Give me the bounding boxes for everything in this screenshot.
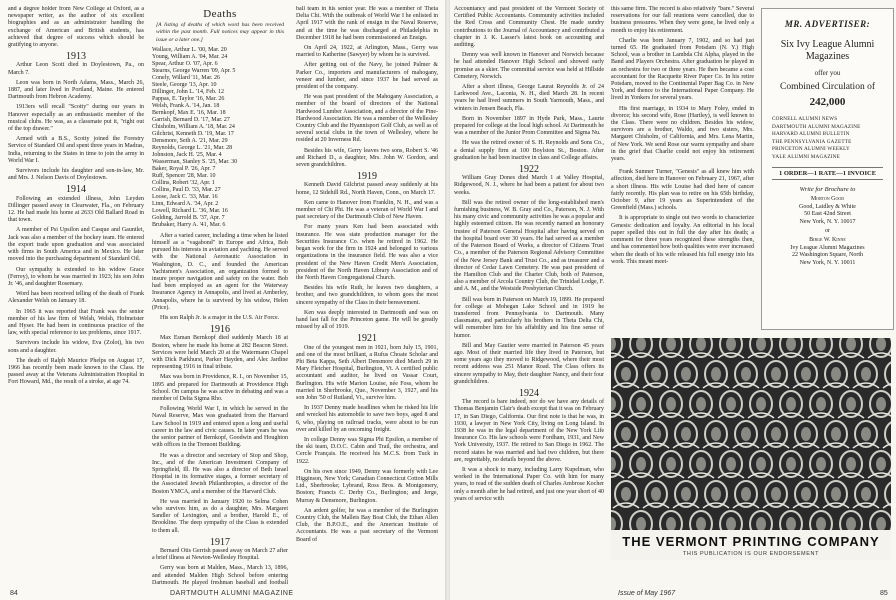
pattern-motif <box>853 481 879 508</box>
text-paragraph: Gerry was born at Malden, Mass., March 13, 1896, and attended Malden High School before entering Dartmouth. He played freshman baseball and football <box>152 565 288 586</box>
text-paragraph: Word has been received telling of the death of Frank Alexander Welsh on January 18. <box>8 291 144 305</box>
deaths-list-item: Stearns, George Warren '09, Apr. 5 <box>152 67 236 74</box>
printing-company-pattern-image <box>611 338 891 530</box>
deaths-list-item: Gilchrist, Kenneth D. '19, Mar. 17 <box>152 130 234 137</box>
pattern-motif <box>868 338 891 358</box>
pattern-motif <box>688 451 714 478</box>
text-paragraph: Kenneth David Gilchrist passed away suddenly at his home, 12 Sidehill Rd., North Haven, Conn., on March 17. <box>296 182 438 196</box>
text-paragraph: Charlie was born January 7, 1902, and so had just turned 65. He graduated from Potsdam (N. Y.) High School, was a brother in Lambda Chi Alpha, played in the Band and Players Orchestra. After graduation he played in an orchestra for two or three years. He then became a cost accountant for the Racquette River Paper Co. In his retire Potsdam, moved to the Continental Paper Bag Co. in New York, and thence to the International Paper Company. He lived in Yonkers for several years. <box>611 37 754 102</box>
pattern-motif <box>883 421 891 448</box>
ad-address-1 <box>762 196 893 226</box>
text-paragraph: Our sympathy is extended to his widow Grace (Ferrey), to whom he was married in 1923; his son John Jr. '46, and daughter Rosemary. <box>8 266 144 287</box>
text-paragraph: Besides his wife, Gerry leaves two sons, Robert S. '46 and Richard D., a daughter, Mrs. John W. Gordon, and seven grandchildren. <box>296 147 438 169</box>
deaths-list-item: Conely, Willard '11, Mar. 26 <box>152 74 220 81</box>
deaths-intro: [A listing of deaths of which word has been received within the past month. Full notices may appear in this issue or a later one.] <box>156 22 284 43</box>
pattern-motif <box>703 481 729 508</box>
pattern-motif <box>883 481 891 508</box>
text-paragraph: Accountancy and past president of the Vermont Society of Certified Public Accountants. Community activities included the Red Cross and Community Chest. He made sundry contributions to the Journal of Accountancy and contributed a chapter in J. K. Lasser's latest book on accounting and auditing. <box>454 6 604 49</box>
text-paragraph: Max was born in Providence, R. I., on November 15, 1895 and prepared for Dartmouth at Providence High School. On campus he was active in debating and was a member of Delta Sigma Rho. <box>152 374 288 403</box>
pattern-motif <box>733 361 759 388</box>
pattern-motif <box>778 391 804 418</box>
text-paragraph: An ardent golfer, he was a member of the Burlington Country Club, the Mallets Bay Boat Club, the Ethan Allen Club, the B.P.O.E., and the American Institute of Accountants. He was a past secretary of the Vermont Board of <box>296 507 438 543</box>
ad-publication-item: CORNELL ALUMNI NEWS <box>772 116 838 122</box>
text-paragraph: His son Ralph Jr. is a major in the U.S. Air Force. <box>160 315 280 322</box>
issue-date: Issue of May 1967 <box>618 590 676 597</box>
ad-contact-street: 22 Washington Square, North <box>791 252 864 258</box>
left-column-1 <box>8 6 144 586</box>
text-paragraph: His first marriage, in 1934 to Mary Foley, ended in divorce; his second wife, Rose (Hartley), is well known to the Class. There were no children. Besides his widow, survivors are a brother, Waldo, and two sisters, Mrs. Margaret Chisholm, of California, and Mrs. Lena Martin, of New York. We send Rose our warm sympathy and share in the grief that Charlie could not enjoy his retirement years. <box>611 105 754 163</box>
deaths-list-item: Baker, Royal P. '26, Apr. 7 <box>152 165 216 172</box>
pattern-motif <box>688 391 714 418</box>
running-footer-left: DARTMOUTH ALUMNI MAGAZINE <box>170 590 294 597</box>
deaths-list-item: Loose, Jack C. '33, Mar. 16 <box>152 193 218 200</box>
pattern-motif <box>763 421 789 448</box>
class-year-heading: 1922 <box>519 164 539 176</box>
pattern-motif <box>673 481 699 508</box>
pattern-motif <box>748 451 774 478</box>
deaths-list-item: Chisholm, William A. '18, Mar. 24 <box>152 123 235 130</box>
pattern-motif <box>823 481 849 508</box>
text-paragraph: He was past president of the Mahogany Association, a member of the board of directors of the National Hardwood Lumber Association, and a director of the Pine-Hardwood Association. He was a member of the Wellesley Country Club and the Hyannisport Golf Club, as well as of several social clubs in the town of Wellesley, where he resided at 20 Inverness Rd. <box>296 94 438 144</box>
text-paragraph: He was the retired owner of S. H. Reynolds and Sons Co., a dental supply firm at 100 Boylston St., Boston. After graduation he had been inactive in class and College affairs. <box>454 140 604 161</box>
pattern-motif <box>838 391 864 418</box>
ad-contact-city: New York, N. Y. 10011 <box>799 259 856 266</box>
left-column-3 <box>296 6 438 586</box>
ad-publication-list <box>762 116 893 161</box>
ad-order-text: 1 ORDER—1 RATE—1 INVOICE <box>778 170 877 177</box>
pattern-motif <box>853 421 879 448</box>
pattern-motif <box>658 451 684 478</box>
text-paragraph: A member of Psi Upsilon and Casque and Gauntlet, Jack was also a member of the hockey team. He entered the export trade upon graduation and was associated with firms in South America and in Mexico. He later moved into the purchasing department of Standard Oil. <box>8 227 144 263</box>
deaths-list-item: Linn, Edward A. '34, Apr. 2 <box>152 200 219 207</box>
deaths-list-item: Reynolds, George L. '21, Mar. 28 <box>152 144 233 151</box>
text-paragraph: Max Esman Bernkopf died suddenly March 18 at Boston, where he made his home at 282 Beacon Street. Services were held March 20 at the Watermann Chapel with Dick Parkhurst, Parker Hayden, and Alec Jardine representing 1916 in final tribute. <box>152 335 288 371</box>
deaths-list-item: Steele, George '13, Apr. 10 <box>152 81 217 88</box>
text-paragraph: He was a director and secretary of Stop and Shop, Inc., and of the American Investment Company of Springfield, Ill. He was also a director of Beth Israel Hospital in its formative stages, a former secretary of the Associated Jewish Philanthropies, a director of the Boston YMCA, and a member of the Harvard Club. <box>152 452 288 495</box>
pattern-motif <box>611 511 624 530</box>
ad-circulation-number: 242,000 <box>809 96 846 108</box>
text-paragraph: Survivors include his daughter and son-in-law, Mr. and Mrs. J. Nelson Davis of Doylestown. <box>8 168 144 182</box>
right-column-2 <box>611 6 754 332</box>
ad-offer-text: offer you <box>814 69 841 77</box>
text-paragraph: Bernard Otis Gerrish passed away on March 27 after a brief illness at Newton-Wellesley Hospital. <box>152 547 288 562</box>
pattern-motif <box>778 511 804 530</box>
ad-contact-street: 50 East 42nd Street <box>804 211 851 217</box>
class-year-heading: 1921 <box>357 333 377 345</box>
text-paragraph: Bill was the retired owner of the long-established men's furnishing business, W. B. Gray and Co., Paterson, N. J. With his many civic and community activities he was a popular and highly esteemed citizen. He was recently named an honorary trustee of Paterson General Hospital after having served on the hospital board over 30 years. He had served as a member of the Paterson Board of Works, a director of Citizens Trust Co., a member of the Paterson Regional Advisory Committee of the New Jersey Bank and Trust Co., and as treasurer and a director of Cedar Lawn Cemetery. He was past president of the Hamilton Club and the Charter Club, both of Paterson, also a member of Arcola Country Club, the Trinidad Lodge, F. and A. M., and the Westside Presbyterian Church. <box>454 199 604 293</box>
text-paragraph: ball team in his senior year. He was a member of Theta Delta Chi. With the outbreak of World War I he enlisted in April 1917 with the rank of ensign in the Naval Reserve, and at the time he was discharged at Philadelphia in December 1918 he had been commissioned an Ensign. <box>296 6 438 41</box>
pattern-motif <box>823 361 849 388</box>
text-paragraph: It was a shock to many, including Larry Kupelman, who worked in the International Paper Co. with him for many years, to read of the sudden death of Charles Ambrose Kocher only a month after he had retired, and just one year short of 40 years of service with <box>454 466 604 502</box>
ad-or-text: or <box>825 228 830 234</box>
deaths-list-item: Bernkopf, Max E. '16, Mar. 18 <box>152 109 226 116</box>
pattern-motif <box>643 481 669 508</box>
pattern-motif <box>733 421 759 448</box>
text-paragraph: After getting out of the Navy, he joined Palmer & Parker Co., importers and manufacturers of mahogany, veneer and lumber, and since 1937 he had served as president of the company. <box>296 62 438 91</box>
pattern-motif <box>673 421 699 448</box>
text-paragraph: Armed with a B.S., Scotty joined the Forestry Service of Standard Oil and spent three years in Madras, India, returning to the States in time to join the army in World War I. <box>8 136 144 164</box>
pattern-motif <box>748 391 774 418</box>
text-paragraph: He was married in January 1920 to Selma Cohen who survives him, as do a daughter, Mrs. Margaret Sandler of Lexington, and a brother, Harold E., of Brookline. The deep sympathy of the Class is extended to them all. <box>152 498 288 534</box>
pattern-motif <box>611 391 624 418</box>
pattern-motif <box>658 338 684 358</box>
class-year-heading: 1913 <box>66 51 86 63</box>
ad-subheadline: Six Ivy League Alumni Magazines <box>780 39 875 62</box>
text-paragraph: Survivors include his widow, Eva (Zolot), his two sons and a daughter. <box>8 340 144 354</box>
pattern-motif <box>628 511 654 530</box>
page-number-right: 85 <box>880 590 888 597</box>
text-paragraph: Arthur Leon Scott died in Doylestown, Pa., on March 7. <box>8 62 144 76</box>
left-page <box>0 0 446 600</box>
pattern-motif <box>778 338 804 358</box>
pattern-motif <box>718 511 744 530</box>
advertiser-ad <box>761 8 894 330</box>
text-paragraph: Besides his wife Ruth, he leaves two daughters, a brother, and two grandchildren, to whom goes the most sincere sympathy of the Class in their bereavement. <box>296 285 438 306</box>
running-footer-right <box>618 590 675 597</box>
text-paragraph: Following an extended illness, John Leyden Dillinger passed away in Clearwater, Fla., on February 12. He had made his home at 2633 Old Ballard Road in that town. <box>8 195 144 224</box>
deaths-list-item: Johnston, Jack H. '25, Mar. 4 <box>152 151 222 158</box>
text-paragraph: In college Denny was Sigma Phi Epsilon, a member of the ski team, D.O.C. Cabin and Trail, the orchestra, and Cercle Français. He received his M.C.S. from Tuck in 1922. <box>296 436 438 465</box>
right-column-1 <box>454 6 604 586</box>
ad-contact-firm: Ivy League Alumni Magazines <box>790 244 865 251</box>
pattern-motif <box>658 511 684 530</box>
pattern-motif <box>823 421 849 448</box>
deaths-title: Deaths <box>203 8 237 20</box>
pattern-motif <box>748 338 774 358</box>
text-paragraph: In 1965 it was reported that Frank was the senior member of his law firm of Welsh, Welsh, Hofmeister and Hyser. He had been in continuous practice of the law, with special reference to tax problems, since 1917. <box>8 308 144 337</box>
class-year-heading: 1914 <box>66 184 86 196</box>
deaths-list-item: Dillinger, John L. '14, Feb. 12 <box>152 88 225 95</box>
pattern-motif <box>643 421 669 448</box>
pattern-motif <box>793 361 819 388</box>
text-paragraph: Frank Sumner Turner, "Genesis" as all knew him with affection, died here in Hanover on February 21, 1967, after a short illness. His wife Louise had died here of cancer fairly recently. His plan was to retire on his 65th birthday, October 9, after 19 years as Superintendent of the Greenfield (Mass.) schools. <box>611 169 754 212</box>
deaths-list-item: Collins, Robert '32, Apr. 1 <box>152 179 215 186</box>
pattern-motif <box>703 421 729 448</box>
ornamental-pattern <box>611 338 891 530</box>
ad-publication-item: PRINCETON ALUMNI WEEKLY <box>772 146 850 152</box>
pattern-motif <box>808 338 834 358</box>
pattern-motif <box>611 451 624 478</box>
pattern-motif <box>688 511 714 530</box>
text-paragraph: Following World War I, in which he served in the Naval Reserve, Max was graduated from the Harvard Law School in 1919 and entered upon a long and useful career in the law and civic causes. In later years he was the senior partner of Bernkopf, Goodwin and Houghton with offices in the Tremont Building. <box>152 406 288 449</box>
class-year-heading: 1919 <box>357 171 377 183</box>
ad-publication-item: HARVARD ALUMNI BULLETIN <box>772 131 850 137</box>
pattern-motif <box>838 451 864 478</box>
text-paragraph: this same firm. The record is also relatively "bare." Several reservations for our fall reunions were cancelled, due to business pressures. When they were gone, he lived only a month to enjoy his retirement. <box>611 6 754 34</box>
pattern-motif <box>613 361 639 388</box>
text-paragraph: The death of Ralph Maurice Phelps on August 17, 1966 has recently been made known to the Class. He passed away at the Veterans Administration Hospital in Fort Howard, Md., the result of a stroke, at age 74. <box>8 357 144 386</box>
deaths-list-item: Brubaker, Harry A. '41, Mar. 6 <box>152 221 226 228</box>
deaths-list-item: Spear, Arthur O. '07, Apr. 6 <box>152 60 218 67</box>
text-paragraph: On his own since 1949, Denny was formerly with Lee Higginson, New York; Canadian Connecticut Cotton Mills Ltd., Sherbrooke; Lybrand, Ross Bros. & Montgomery, Boston; Francis C. Derby Co., Burlington; and Jerge, Murray & Densmore, Burlington. <box>296 468 438 504</box>
text-paragraph: One of the youngest men in 1921, born July 15, 1901, and one of the most brilliant, a Rufus Choate Scholar and Phi Beta Kappa, Seth Albert Densmore died March 29 in Mary Fletcher Hospital, Burlington, Vt. A certified public accountant and auditor, he lived on Vassar Court, Burlington. His wife Marion Louise, née Foss, whom he married in Sherbrooke, Que., November 3, 1927, and his son John '50 of Rutland, Vt., survive him. <box>296 344 438 401</box>
text-paragraph: After a short illness, George Laurat Reynolds Jr. of 24 Larkwood Ave., Laconia, N. H., died March 28. In recent years he had lived summers in South Yarmouth, Mass., and winters in Jensen Beach, Fla. <box>454 84 604 112</box>
ad-circulation-label: Combined Circulation of <box>780 82 875 92</box>
deaths-list-item: Wasserman, Stanley S. '25, Mar. 30 <box>152 158 238 165</box>
deaths-list-item: Ruff, Spencer '28, Mar. 10 <box>152 172 216 179</box>
pattern-motif <box>868 391 891 418</box>
pattern-motif <box>703 361 729 388</box>
ad-publication-item: THE PENNSYLVANIA GAZETTE <box>772 138 852 145</box>
pattern-motif <box>613 421 639 448</box>
deaths-list-item: Collins, Paul D. '33, Mar. 27 <box>152 186 221 193</box>
text-paragraph: 1913ers will recall "Scotty" during our years in Hanover especially as an enthusiastic member of the musical clubs. He was, as a classmate put it, "right out of the top drawer." <box>8 104 144 133</box>
pattern-motif <box>718 338 744 358</box>
class-year-heading: 1917 <box>210 536 230 548</box>
text-paragraph: Leon was born in North Adams, Mass., March 26, 1887, and later lived in Portland, Maine. He entered Dartmouth from Hebron Academy. <box>8 79 144 101</box>
deaths-list-item: Lowell, Richard L. '36, Mar. 16 <box>152 207 228 214</box>
pattern-motif <box>853 361 879 388</box>
pattern-motif <box>688 338 714 358</box>
pattern-motif <box>718 391 744 418</box>
ad-address-2 <box>762 237 893 267</box>
pattern-motif <box>838 511 864 530</box>
deaths-list-item: Densmore, Seth A. '21, Mar. 29 <box>152 137 228 144</box>
deaths-list <box>152 47 288 229</box>
ad-write-for: Write for Brochure to <box>799 186 856 193</box>
deaths-list-item: Pappas, E. Taylor '16, Mar. 26 <box>152 95 225 102</box>
deaths-list-item: Golding, Jarrold B. '37, Apr. 7 <box>152 214 225 221</box>
ad-headline: MR. ADVERTISER: <box>784 19 871 29</box>
ad-contact-name: Morton Good <box>810 196 845 202</box>
pattern-motif <box>778 451 804 478</box>
printing-company-name: THE VERMONT PRINTING COMPANY <box>622 534 880 549</box>
pattern-motif <box>748 511 774 530</box>
text-paragraph: Bill was born in Paterson on March 19, 1899. He prepared for college at Mohegan Lake School and in 1919 he transferred from Pennsylvania to Dartmouth. Many classmates, and particularly his brothers in Theta Delta Chi, will remember him for his affability and his fine sense of humor. <box>454 296 604 339</box>
text-paragraph: Ken was deeply interested in Dartmouth and was on hand last fall for the Princeton game. He will be greatly missed by all of 1919. <box>296 309 438 331</box>
ad-publication-item: YALE ALUMNI MAGAZINE <box>772 153 840 160</box>
pattern-motif <box>808 391 834 418</box>
deaths-list-item: Wallace, Arthur L. '00, Mar. 20 <box>152 46 227 53</box>
printing-company-tagline: THIS PUBLICATION IS OUR ENDORSEMENT <box>682 551 820 557</box>
ad-contact-city: New York, N. Y. 10017 <box>799 218 856 225</box>
pattern-motif <box>628 338 654 358</box>
ad-order-line <box>762 167 893 180</box>
pattern-motif <box>793 421 819 448</box>
text-paragraph: For many years Ken had been associated with insurance. He was state production manager for the Securities Insurance Co. when he retired in 1962. He began work for the firm in 1924 and belonged to various organizations in the insurance field. He was also a vice president of the New Haven Credit Men's Association, president of the North Haven Library Association and of the North Haven Congregational Church. <box>296 224 438 281</box>
text-paragraph: Bill and May Gautier were married in Paterson 45 years ago. Most of their married life they lived in Paterson, but some years ago they moved to Ridgewood, where their most recent address was 251 Manor Road. The Class offers its sincere sympathy to May, their daughter Nancy, and their four grandchildren. <box>454 342 604 385</box>
ad-contact-firm: Good, Laidley & White <box>799 203 856 210</box>
ad-publication-item: DARTMOUTH ALUMNI MAGAZINE <box>772 123 861 130</box>
pattern-motif <box>808 511 834 530</box>
pattern-motif <box>643 361 669 388</box>
text-paragraph: After a varied career, including a time when he listed himself as a "vagabond" in Europe and Africa, Bob pursued his interests in aviation and yachting. He served with the National Aeronautic Association in Washington, D. C., and founded the American Yachtsmen's Association, an organization formed to insure proper navigation and safety on the water. Bob had been employed as an agent for the Waterway Insurance Agency in Annapolis, and lived at Amberley, Annapolis, where he is survived by his widow, Helen (Price). <box>152 232 288 311</box>
text-paragraph: William Gray Dones died March 1 at Valley Hospital, Ridgewood, N. J., where he had been a patient for about two weeks. <box>454 175 604 196</box>
pattern-motif <box>628 391 654 418</box>
text-paragraph: and a degree holder from New College at Oxford, as a newspaper writer, as the author of six excellent biographies and as an administrator handling the exchange of American and British students, has achieved that degree of success which should be gratifying to anyone. <box>8 6 144 49</box>
printing-company-banner <box>611 530 891 560</box>
deaths-list-item: Young, William A. '04, Mar. 24 <box>152 53 228 60</box>
ad-contact-name: Birge W. Kinne <box>809 237 846 243</box>
text-paragraph: The record is bare indeed, nor do we have any details of Thomas Benjamin Clair's death except that it was on February 17, in San Diego, California. Our first note is that he was, in 1930, a lawyer in New York City, living on Long Island. In 1938 he was in the legal department of the New York Life Insurance Co. His law schools were Fordham, 1931, and New York University, 1937. He retired to San Diego in 1962. The record states he was married and had two children, but there are, regrettably, no details beyond the above. <box>454 399 604 463</box>
pattern-motif <box>868 511 891 530</box>
text-paragraph: On April 24, 1922, at Arlington, Mass., Gerry was married to Katherine (Sawyer) by whom he is survived. <box>296 45 438 59</box>
pattern-motif <box>628 451 654 478</box>
pattern-motif <box>793 481 819 508</box>
pattern-motif <box>808 451 834 478</box>
text-paragraph: Denny was well known in Hanover and Norwich because he had attended Hanover High School and showed early promise as a skier. The committal service was held at Hillside Cemetery, Norwich. <box>454 52 604 80</box>
pattern-motif <box>658 391 684 418</box>
pattern-motif <box>838 338 864 358</box>
class-year-heading: 1924 <box>519 387 539 399</box>
pattern-motif <box>718 451 744 478</box>
pattern-motif <box>673 361 699 388</box>
page-number-left: 84 <box>10 590 18 597</box>
left-column-2 <box>152 6 288 586</box>
text-paragraph: It is appropriate to single out two words to characterize Genesis: dedication and loyalty. An editorial in his local paper spelled this out in full the day after his death; a comment for three years recognized these strengths then, and has commented how both qualities were ever increased when the death of his wife released his full energy into his work. This meant meet- <box>611 215 754 265</box>
pattern-motif <box>763 481 789 508</box>
deaths-list-item: Welsh, Frank A. '14, Jan. 18 <box>152 102 220 109</box>
deaths-list-item: Garrish, Bernard D. '17, Mar. 27 <box>152 116 230 123</box>
text-paragraph: Born in November 1897 in Hyde Park, Mass., Laurie prepared for college at the local high school. At Dartmouth he was a member of the Junior Prom Committee and Sigma Nu. <box>454 115 604 137</box>
pattern-motif <box>611 338 624 358</box>
pattern-motif <box>883 361 891 388</box>
pattern-motif <box>613 481 639 508</box>
text-paragraph: In 1937 Denny made headlines when he risked his life and wrecked his automobile to save two boys, aged 8 and 6, who, playing on railroad tracks, were about to be run over and killed by an oncoming freight. <box>296 405 438 433</box>
pattern-motif <box>763 361 789 388</box>
pattern-motif <box>868 451 891 478</box>
pattern-motif <box>733 481 759 508</box>
text-paragraph: Ken came to Hanover from Franklin, N. H., and was a member of Chi Phi. He was a veteran of World War I and past secretary of the Dartmouth Club of New Haven. <box>296 199 438 221</box>
class-year-heading: 1916 <box>210 324 230 336</box>
